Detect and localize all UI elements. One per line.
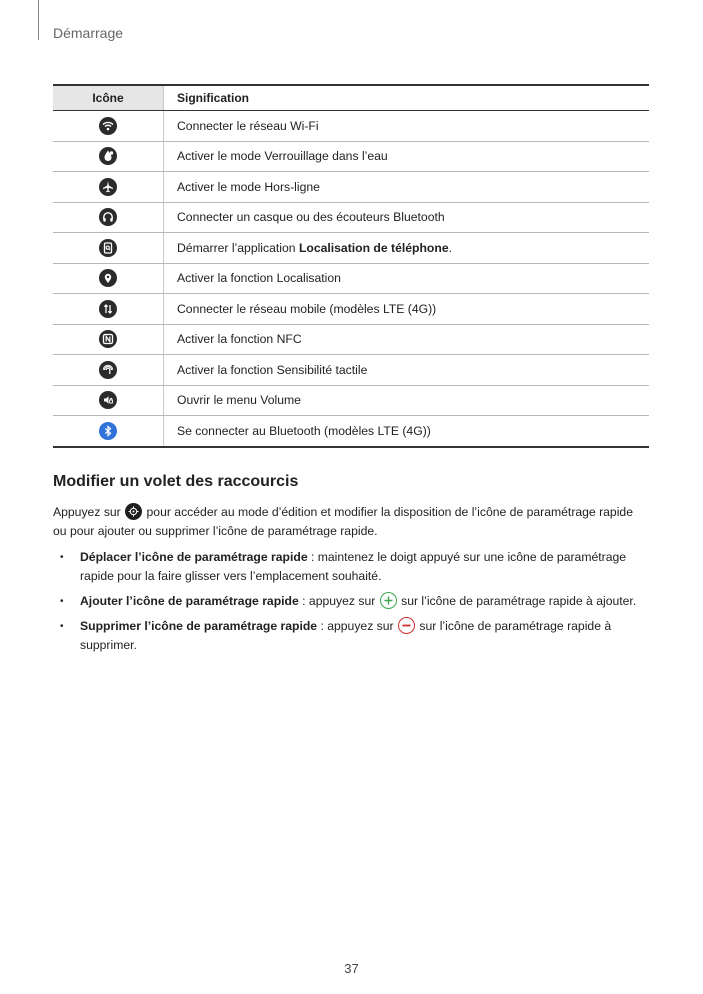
location-pin-icon bbox=[99, 269, 117, 287]
volume-icon bbox=[99, 391, 117, 409]
table-row bbox=[53, 324, 649, 355]
edit-panel-icon bbox=[125, 503, 142, 520]
table-row bbox=[53, 416, 649, 447]
bullet-heading: Supprimer l’icône de paramétrage rapide bbox=[80, 619, 318, 633]
bullet-dot: • bbox=[60, 552, 64, 563]
bullet-text-before: : appuyez sur bbox=[298, 594, 376, 608]
bullet-text-after: sur l’icône de paramétrage rapide à ajouter. bbox=[401, 594, 637, 608]
list-item bbox=[60, 548, 650, 586]
table-row bbox=[53, 294, 649, 325]
row-description bbox=[164, 233, 650, 264]
row-description: Connecter le réseau mobile (modèles LTE (4G)) bbox=[164, 294, 650, 325]
row-description: Se connecter au Bluetooth (modèles LTE (4G)) bbox=[164, 416, 650, 447]
intro-text-before: Appuyez sur bbox=[53, 505, 121, 519]
list-item bbox=[60, 592, 650, 611]
icon-meaning-table bbox=[53, 84, 649, 448]
list-item bbox=[60, 617, 650, 655]
nfc-icon bbox=[99, 330, 117, 348]
row-description: Activer la fonction Localisation bbox=[164, 263, 650, 294]
find-phone-icon bbox=[99, 239, 117, 257]
bullet-heading: Ajouter l’icône de paramétrage rapide bbox=[80, 594, 299, 608]
intro-text-after: pour accéder au mode d’édition et modifier la disposition de l’icône de paramétrage rapide ou pour ajouter ou supprimer l’icône de paramétrage rapide. bbox=[53, 505, 633, 538]
table-row bbox=[53, 355, 649, 386]
row-description: Connecter un casque ou des écouteurs Bluetooth bbox=[164, 202, 650, 233]
mobile-data-icon bbox=[99, 300, 117, 318]
row-description-suffix: . bbox=[448, 240, 452, 255]
touch-sensitivity-icon bbox=[99, 361, 117, 379]
header-icon-column: Icône bbox=[53, 85, 164, 111]
row-description: Connecter le réseau Wi-Fi bbox=[164, 111, 650, 142]
row-description: Activer le mode Hors-ligne bbox=[164, 172, 650, 203]
headset-icon bbox=[99, 208, 117, 226]
table-row bbox=[53, 111, 649, 142]
table-row bbox=[53, 233, 649, 264]
row-description: Activer la fonction Sensibilité tactile bbox=[164, 355, 650, 386]
margin-rule bbox=[38, 0, 39, 40]
app-name: Localisation de téléphone bbox=[298, 240, 449, 255]
bullet-dot: • bbox=[60, 596, 64, 607]
water-drop-icon bbox=[99, 147, 117, 165]
bullet-list bbox=[60, 548, 650, 661]
intro-paragraph bbox=[53, 503, 649, 541]
header-meaning-column: Signification bbox=[164, 85, 650, 111]
bullet-text-before: : appuyez sur bbox=[317, 619, 394, 633]
row-description: Activer le mode Verrouillage dans l’eau bbox=[164, 141, 650, 172]
table-row bbox=[53, 263, 649, 294]
bullet-text-after: sur l’icône de paramétrage rapide à supprimer. bbox=[80, 619, 612, 652]
bullet-dot: • bbox=[60, 621, 64, 632]
airplane-icon bbox=[99, 178, 117, 196]
add-icon bbox=[380, 592, 397, 609]
bullet-heading: Déplacer l’icône de paramétrage rapide bbox=[80, 550, 308, 564]
table-row bbox=[53, 141, 649, 172]
bluetooth-icon bbox=[99, 422, 117, 440]
row-description: Activer la fonction NFC bbox=[164, 324, 650, 355]
wifi-icon bbox=[99, 117, 117, 135]
row-description: Ouvrir le menu Volume bbox=[164, 385, 650, 416]
table-header-row bbox=[53, 85, 649, 111]
table-row bbox=[53, 202, 649, 233]
table-row bbox=[53, 172, 649, 203]
remove-icon bbox=[398, 617, 415, 634]
bullet-text: : maintenez le doigt appuyé sur une icône de paramétrage rapide pour la faire glisser vers l’emplacement souhaité. bbox=[80, 550, 627, 583]
section-header: Démarrage bbox=[53, 25, 124, 41]
table-row bbox=[53, 385, 649, 416]
page-number: 37 bbox=[344, 961, 359, 976]
section-title: Modifier un volet des raccourcis bbox=[53, 473, 299, 490]
row-description-text: Démarrer l’application bbox=[177, 240, 299, 255]
